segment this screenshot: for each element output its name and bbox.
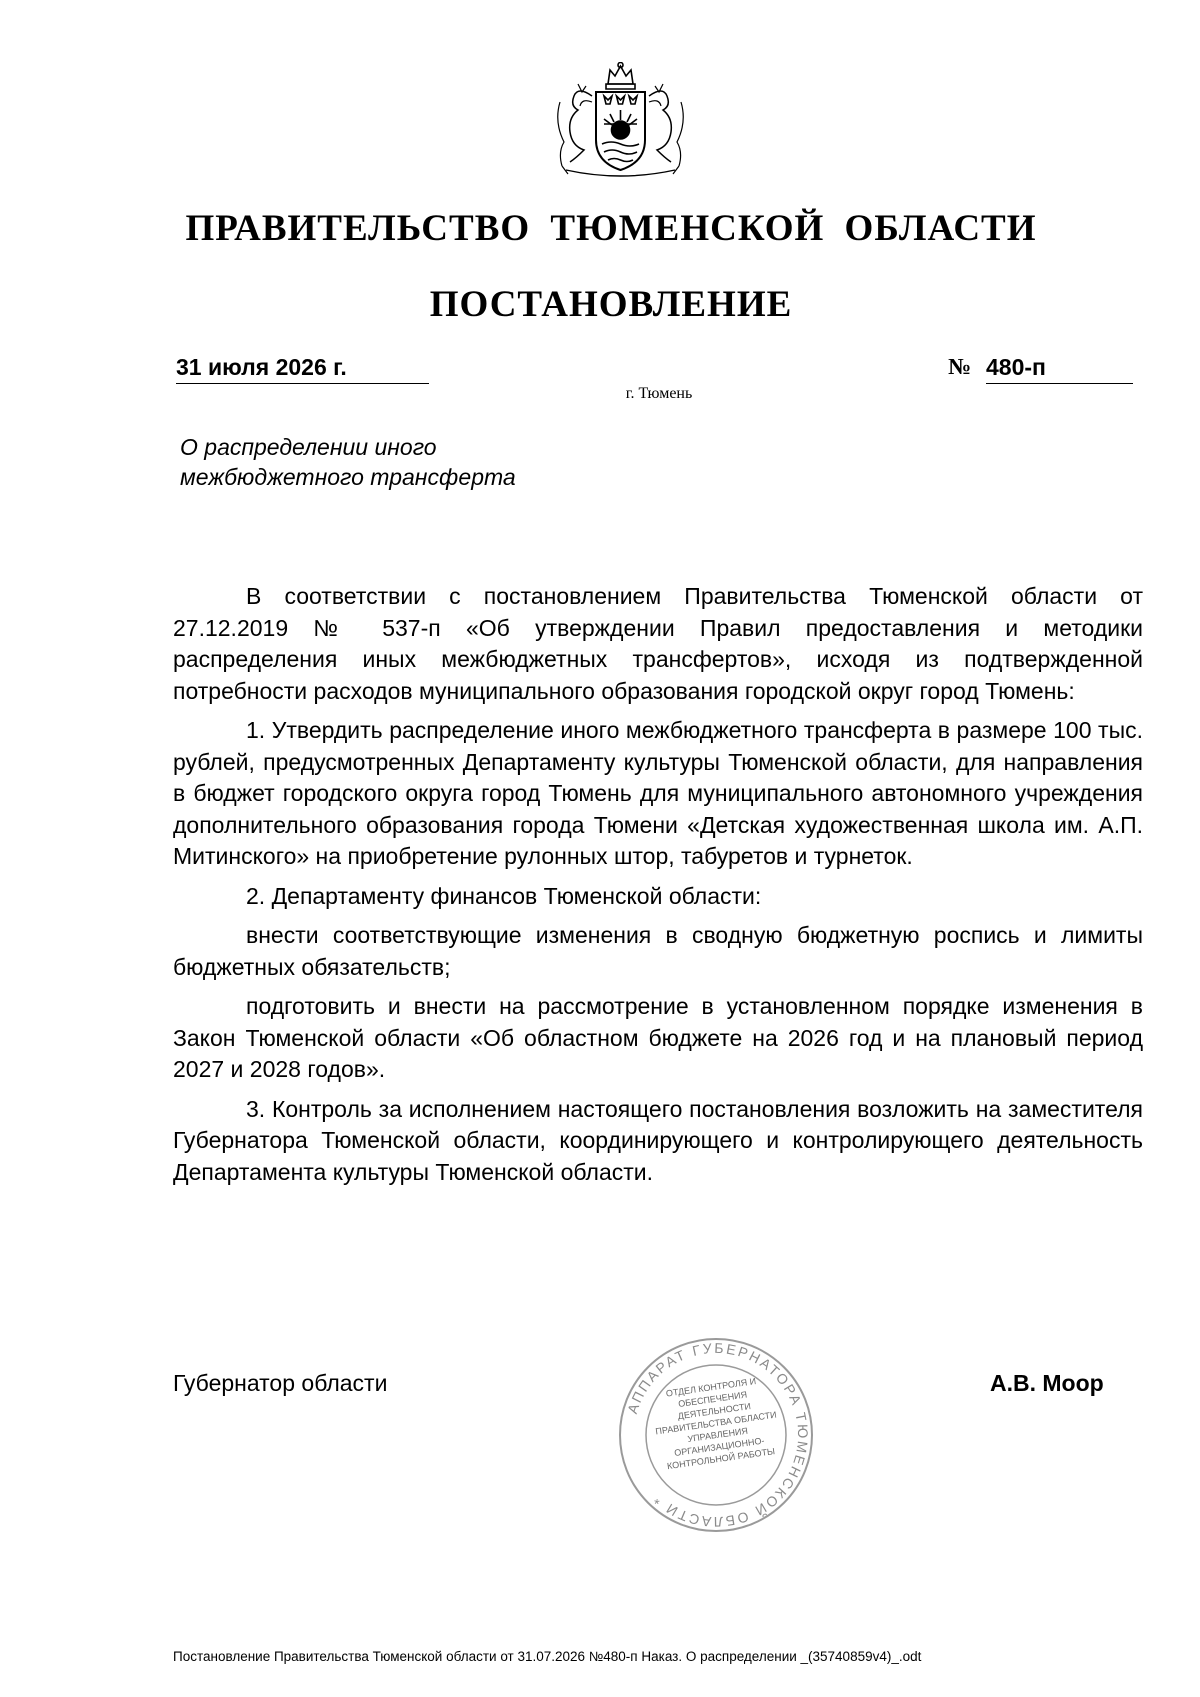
subject-line-2: межбюджетного трансферта	[180, 464, 516, 490]
body-paragraph-item-3: 3. Контроль за исполнением настоящего постановления возложить на заместителя Губернатора Тюменской области, координирующего и контролирующего деятельность Департамента культуры Тюменской области.	[173, 1095, 1143, 1185]
body-paragraph-preamble: В соответствии с постановлением Правительства Тюменской области от 27.12.2019 № 537-п «Об утверждении Правил предоставления и методики распределения иных межбюджетных трансфертов», исходя из подтвержденной потребности расходов муниципального образования городской округ город Тюмень:	[173, 583, 1143, 704]
document-body	[173, 581, 1143, 1188]
document-number: 480-п	[986, 352, 1133, 384]
document-footer: Постановление Правительства Тюменской области от 31.07.2026 №480-п Наказ. О распределении _(35740859v4)_.odt	[173, 1649, 922, 1664]
document-number-block	[948, 352, 1133, 384]
document-subject	[180, 432, 680, 492]
body-paragraph-item-2: 2. Департаменту финансов Тюменской области:	[246, 882, 762, 909]
document-date: 31 июля 2026 г.	[176, 352, 429, 384]
coat-of-arms-icon	[548, 62, 693, 182]
signatory-name: А.В. Моор	[990, 1370, 1104, 1396]
body-paragraph-item-2b: подготовить и внести на рассмотрение в установленном порядке изменения в Закон Тюменской области «Об областном бюджете на 2026 год и на плановый период 2027 и 2028 годов».	[173, 993, 1143, 1082]
seal-outer-text: АППАРАТ ГУБЕРНАТОРА ТЮМЕНСКОЙ ОБЛАСТИ *	[624, 1339, 812, 1531]
seal-inner-text: ОТДЕЛ КОНТРОЛЯ И ОБЕСПЕЧЕНИЯ ДЕЯТЕЛЬНОСТИ ПРАВИТЕЛЬСТВА ОБЛАСТИ УПРАВЛЕНИЯ ОРГАНИЗАЦИОННО-КОНТРОЛЬНОЙ РАБОТЫ	[654, 1376, 778, 1472]
government-title: ПРАВИТЕЛЬСТВО ТЮМЕНСКОЙ ОБЛАСТИ	[185, 208, 1037, 249]
document-type: ПОСТАНОВЛЕНИЕ	[429, 284, 793, 325]
official-seal	[616, 1335, 816, 1535]
body-paragraph-item-2a: внести соответствующие изменения в сводную бюджетную роспись и лимиты бюджетных обязательств;	[173, 922, 1143, 980]
document-city: г. Тюмень	[625, 385, 693, 402]
signatory-position: Губернатор области	[173, 1370, 388, 1396]
number-sign: №	[948, 354, 972, 379]
subject-line-1: О распределении иного	[180, 434, 437, 460]
body-paragraph-item-1: 1. Утвердить распределение иного межбюджетного трансферта в размере 100 тыс. рублей, предусмотренных Департаменту культуры Тюменской области, для направления в бюджет городского округа город Тюмень для муниципального автономного учреждения дополнительного образования города Тюмени «Детская художественная школа им. А.П. Митинского» на приобретение рулонных штор, табуретов и турнеток.	[173, 717, 1143, 869]
